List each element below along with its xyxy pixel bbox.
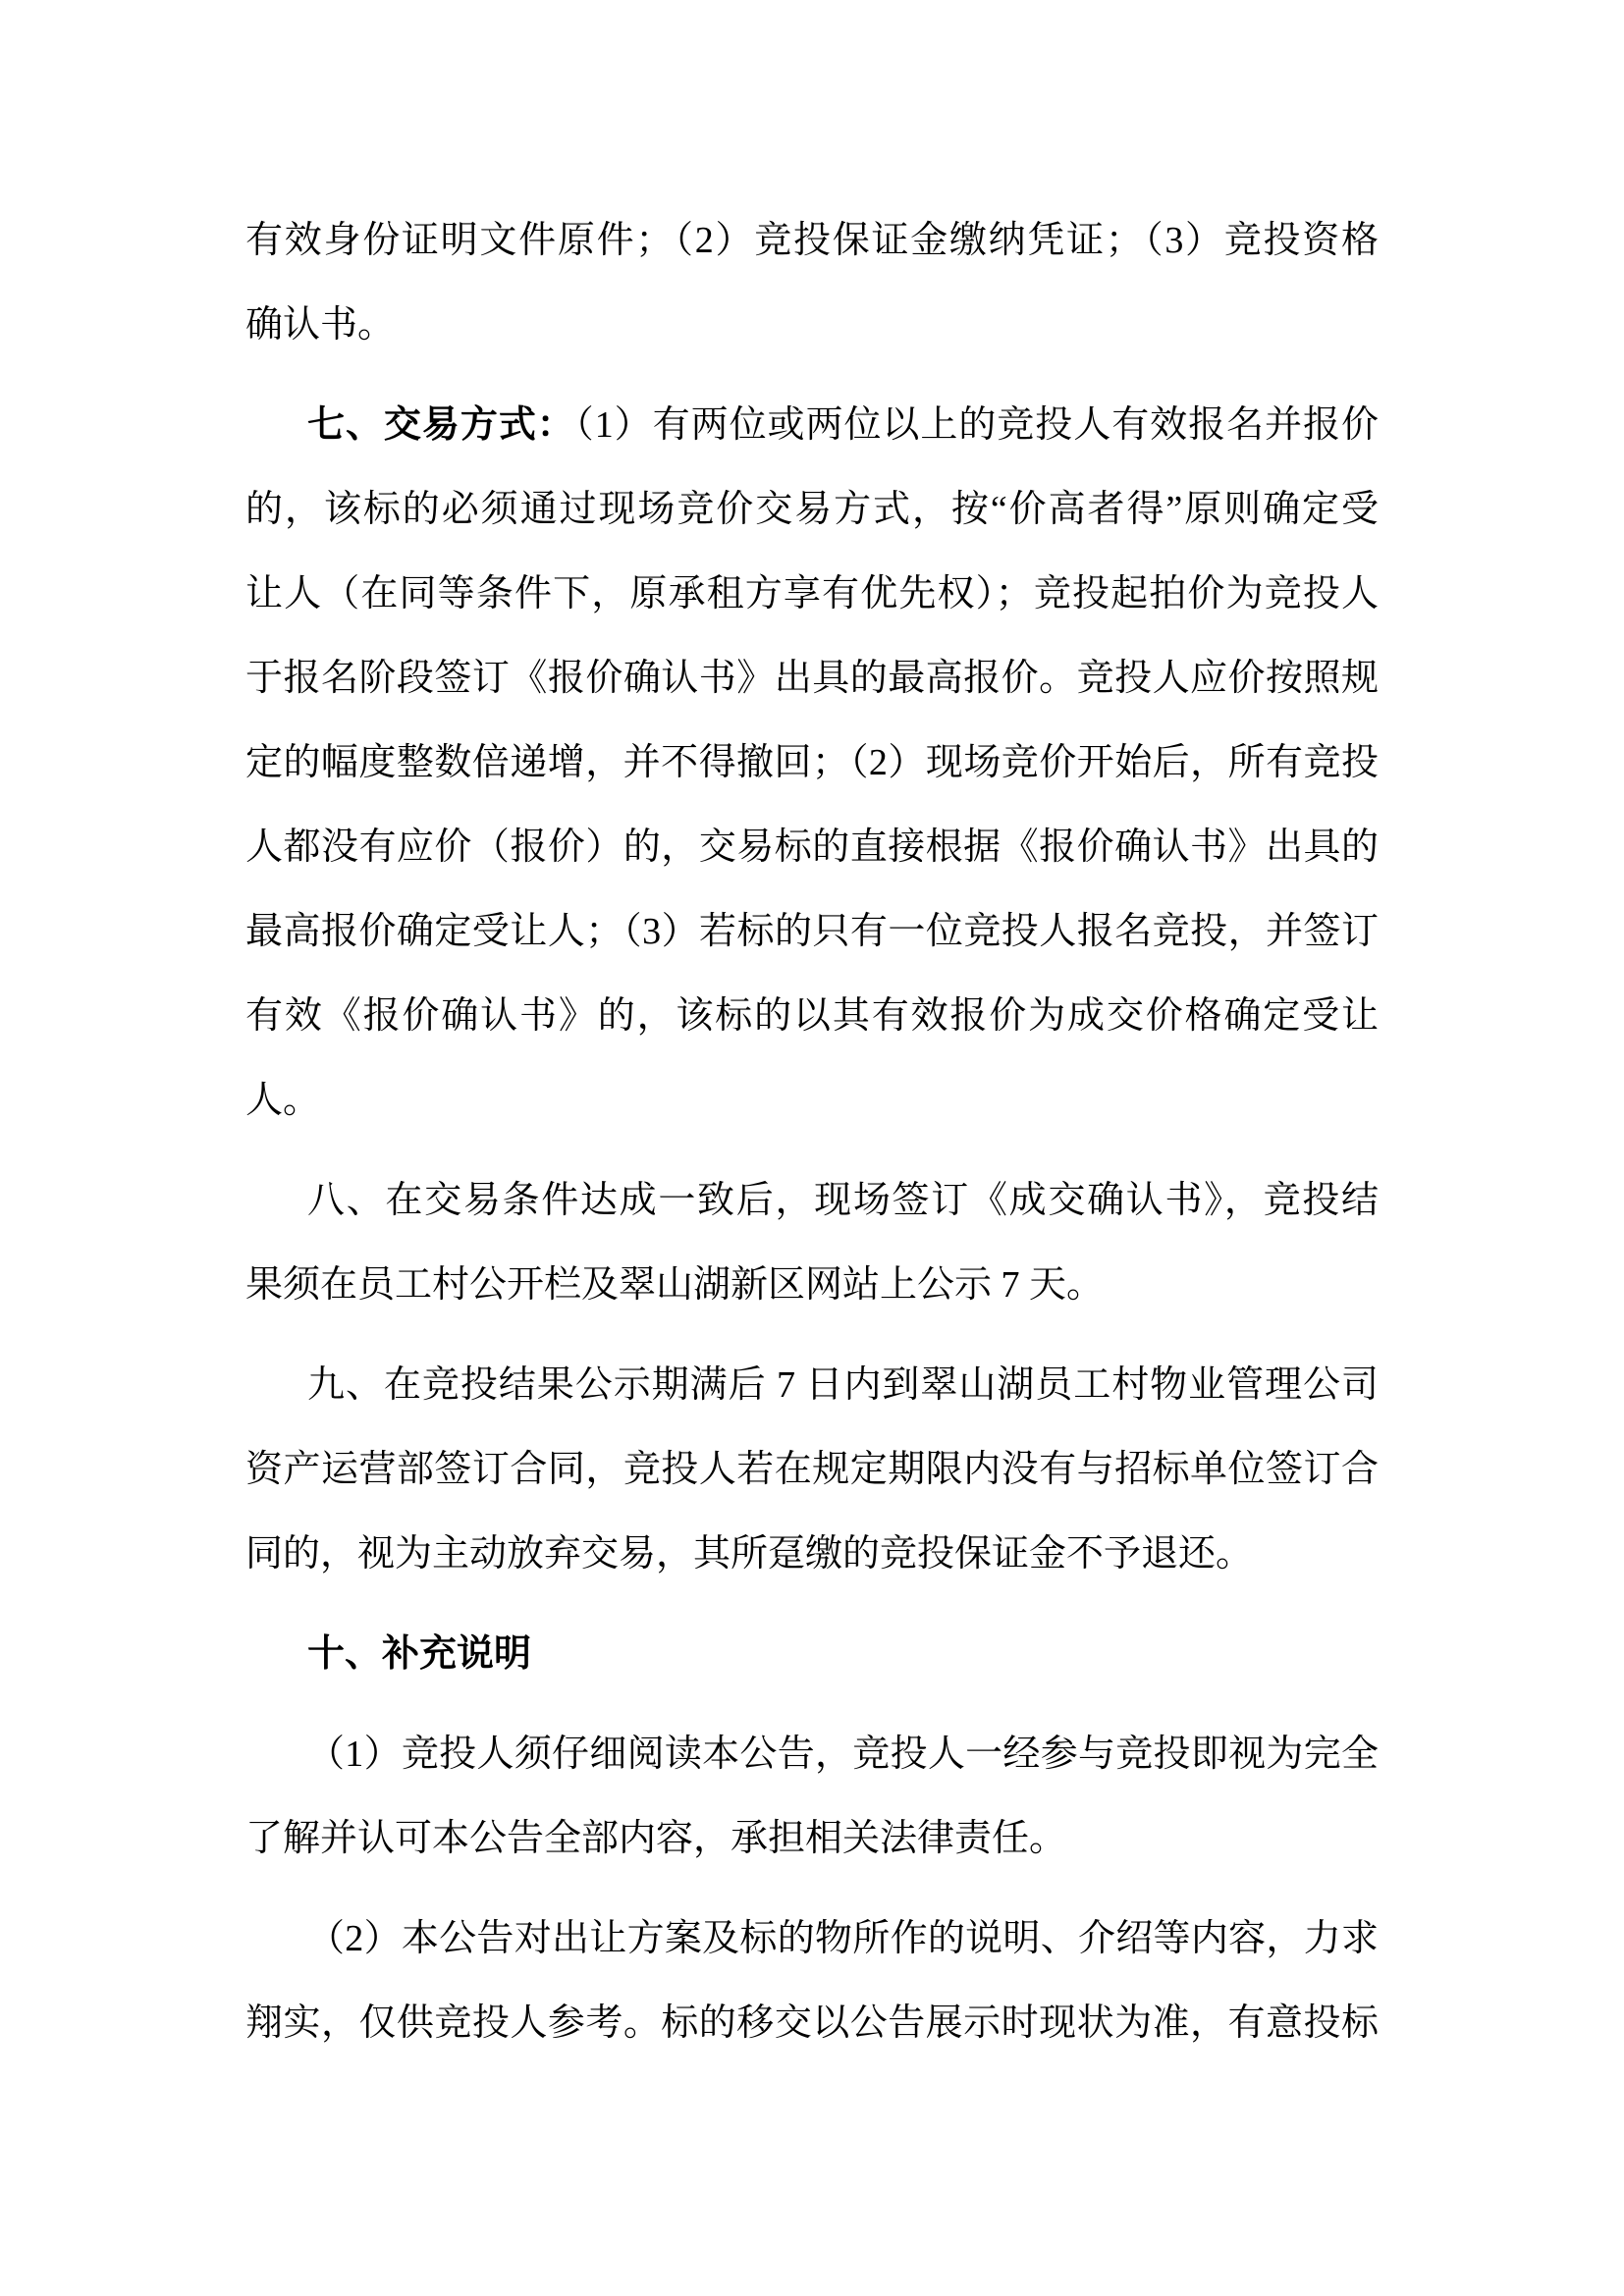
text-run: 八、在交易条件达成一致后，现场签订《成交确认书》，竞投结 — [307, 1180, 1379, 1221]
text-line — [245, 1427, 1379, 1512]
text-run: 有效身份证明文件原件；（2）竞投保证金缴纳凭证；（3）竞投资格 — [245, 220, 1379, 261]
text-line — [245, 1796, 1379, 1881]
text-run-bold: 七、交易方式： — [307, 404, 575, 446]
text-line — [245, 198, 1379, 283]
text-run: （1）有两位或两位以上的竞投人有效报名并报价 — [574, 404, 1379, 446]
text-run: 的，该标的必须通过现场竞价交易方式，按“价高者得”原则确定受 — [245, 489, 1379, 530]
text-run: 翔实，仅供竞投人参考。标的移交以公告展示时现状为准，有意投标 — [245, 2002, 1379, 2044]
document-content — [245, 198, 1379, 2081]
text-line — [245, 1343, 1379, 1427]
text-line — [245, 1058, 1379, 1143]
text-line — [245, 721, 1379, 805]
paragraph-clause-10-heading — [245, 1612, 1379, 1696]
text-run: 确认书。 — [245, 304, 396, 346]
text-line — [245, 1712, 1379, 1796]
text-line — [245, 974, 1379, 1058]
text-line — [245, 383, 1379, 467]
paragraph-clause-7-trading-method — [245, 383, 1379, 1143]
text-line — [245, 1512, 1379, 1596]
text-run: 了解并认可本公告全部内容，承担相关法律责任。 — [245, 1818, 1067, 1859]
text-line — [245, 1896, 1379, 1981]
text-run: 人。 — [245, 1080, 321, 1121]
paragraph-supplement-item-1 — [245, 1712, 1379, 1881]
text-line — [245, 1612, 1379, 1696]
text-run-bold: 十、补充说明 — [307, 1633, 532, 1675]
text-line — [245, 467, 1379, 552]
text-line — [245, 1981, 1379, 2065]
paragraph-clause-6-continuation — [245, 198, 1379, 367]
text-line — [245, 1243, 1379, 1327]
text-run: 最高报价确定受让人；（3）若标的只有一位竞投人报名竞投，并签订 — [245, 911, 1379, 952]
text-line — [245, 283, 1379, 367]
text-line — [245, 552, 1379, 636]
text-line — [245, 1158, 1379, 1243]
text-run: 有效《报价确认书》的，该标的以其有效报价为成交价格确定受让 — [245, 995, 1379, 1037]
text-run: 同的，视为主动放弃交易，其所趸缴的竞投保证金不予退还。 — [245, 1533, 1254, 1575]
text-line — [245, 805, 1379, 889]
text-run: 定的幅度整数倍递增，并不得撤回；（2）现场竞价开始后，所有竞投 — [245, 742, 1379, 783]
text-run: （1）竞投人须仔细阅读本公告，竞投人一经参与竞投即视为完全 — [307, 1734, 1379, 1775]
text-run: 资产运营部签订合同，竞投人若在规定期限内没有与招标单位签订合 — [245, 1449, 1379, 1490]
text-run: 让人（在同等条件下，原承租方享有优先权）；竞投起拍价为竞投人 — [245, 573, 1379, 614]
text-line — [245, 889, 1379, 974]
text-run: 九、在竞投结果公示期满后 7 日内到翠山湖员工村物业管理公司 — [307, 1364, 1379, 1406]
text-run: 于报名阶段签订《报价确认书》出具的最高报价。竞投人应价按照规 — [245, 658, 1379, 699]
paragraph-supplement-item-2 — [245, 1896, 1379, 2065]
text-line — [245, 636, 1379, 721]
paragraph-clause-9-contract-signing — [245, 1343, 1379, 1596]
text-run: （2）本公告对出让方案及标的物所作的说明、介绍等内容，力求 — [307, 1918, 1379, 1959]
paragraph-clause-8-deal-confirmation — [245, 1158, 1379, 1327]
text-run: 人都没有应价（报价）的，交易标的直接根据《报价确认书》出具的 — [245, 827, 1379, 868]
text-run: 果须在员工村公开栏及翠山湖新区网站上公示 7 天。 — [245, 1264, 1105, 1306]
